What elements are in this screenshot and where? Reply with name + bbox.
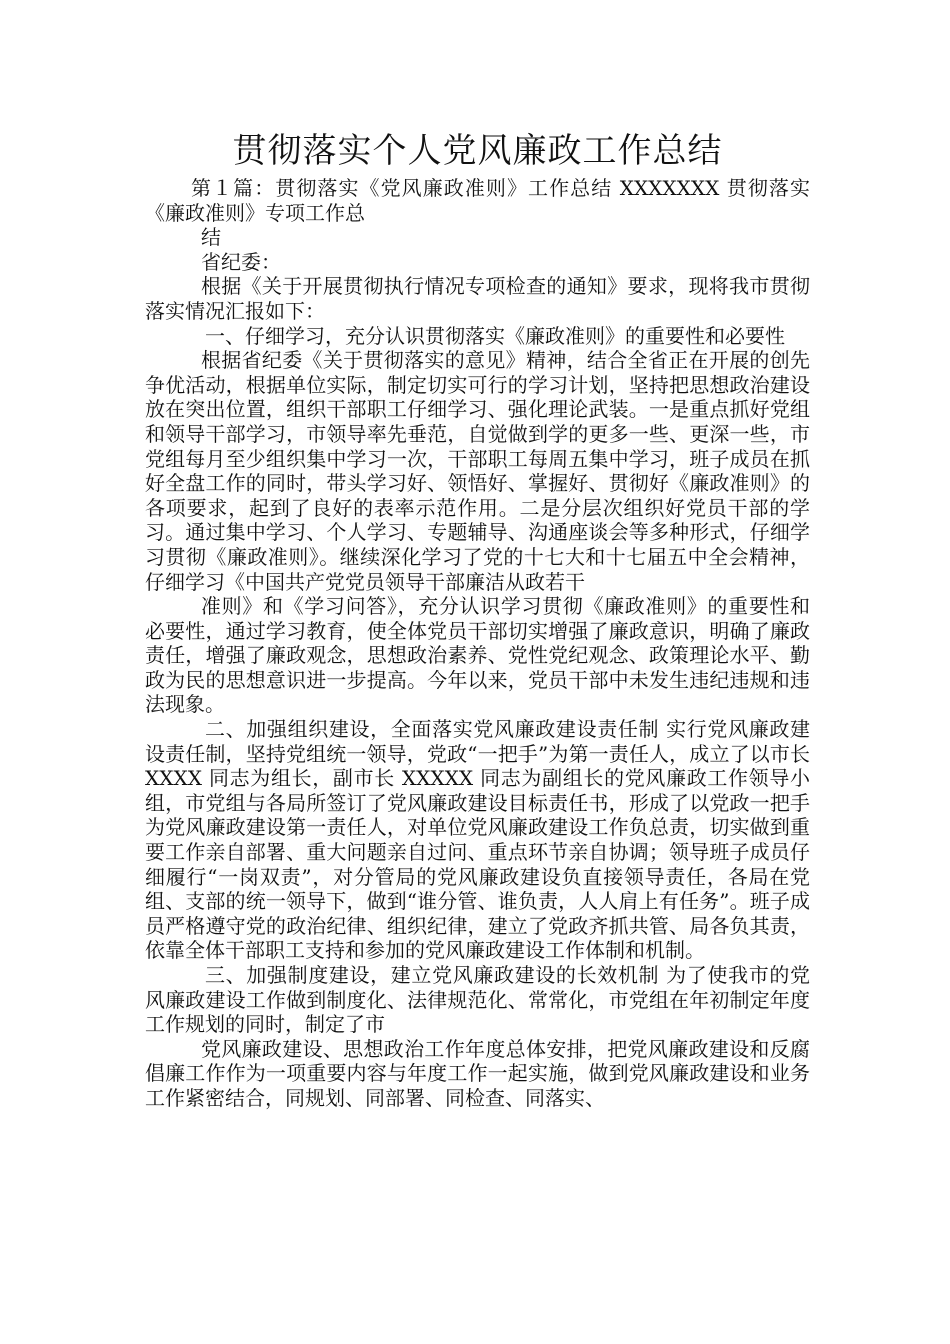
body-paragraph: 省纪委： bbox=[201, 249, 281, 274]
body-paragraph: 党风廉政建设、思想政治工作年度总体安排，把党风廉政建设和反腐倡廉工作作为一项重要内容与年度工作一起实施，做到党风廉政建设和业务工作紧密结合，同规划、同部署、同检查、同落实、 bbox=[145, 1036, 810, 1110]
document-page bbox=[145, 128, 810, 1111]
body-paragraph: 准则》和《学习问答》，充分认识学习贯彻《廉政准则》的重要性和必要性，通过学习教育，使全体党员干部切实增强了廉政意识，明确了廉政责任，增强了廉政观念，思想政治素养、党性党纪观念、政策理论水平、勤政为民的思想意识进一步提高。今年以来，党员干部中未发生违纪违规和违法现象。 bbox=[145, 594, 810, 717]
body-paragraph: 一、仔细学习，充分认识贯彻落实《廉政准则》的重要性和必要性 bbox=[205, 323, 785, 348]
document-body bbox=[145, 176, 810, 1111]
body-paragraph: 根据《关于开展贯彻执行情况专项检查的通知》要求，现将我市贯彻落实情况汇报如下： bbox=[145, 274, 810, 323]
body-paragraph: 三、加强制度建设，建立党风廉政建设的长效机制 为了使我市的党风廉政建设工作做到制度化、法律规范化、常常化，市党组在年初制定年度工作规划的同时，制定了市 bbox=[145, 963, 810, 1037]
body-paragraph: 二、加强组织建设，全面落实党风廉政建设责任制 实行党风廉政建设责任制，坚持党组统一领导，党政“一把手”为第一责任人，成立了以市长 XXXX 同志为组长，副市长 XXXXX 同志为副组长的党风廉政工作领导小组，市党组与各局所签订了党风廉政建设目标责任书，形成了以党政一把手为党风廉政建设第一责任人，对单位党风廉政建设工作负总责，切实做到重要工作亲自部署、重大问题亲自过问、重点环节亲自协调；领导班子成员仔细履行“一岗双责”，对分管局的党风廉政建设负直接领导责任，各局在党组、支部的统一领导下，做到“谁分管、谁负责，人人肩上有任务”。班子成员严格遵守党的政治纪律、组织纪律，建立了党政齐抓共管、局各负其责，依靠全体干部职工支持和参加的党风廉政建设工作体制和机制。 bbox=[145, 717, 810, 963]
body-paragraph: 根据省纪委《关于贯彻落实的意见》精神，结合全省正在开展的创先争优活动，根据单位实际，制定切实可行的学习计划，坚持把思想政治建设放在突出位置，组织干部职工仔细学习、强化理论武装。一是重点抓好党组和领导干部学习，市领导率先垂范，自觉做到学的更多一些、更深一些，市党组每月至少组织集中学习一次，干部职工每周五集中学习，班子成员在抓好全盘工作的同时，带头学习好、领悟好、掌握好、贯彻好《廉政准则》的各项要求，起到了良好的表率示范作用。二是分层次组织好党员干部的学习。通过集中学习、个人学习、专题辅导、沟通座谈会等多种形式，仔细学习贯彻《廉政准则》。继续深化学习了党的十七大和十七届五中全会精神，仔细学习《中国共产党党员领导干部廉洁从政若干 bbox=[145, 348, 810, 594]
body-paragraph: 结 bbox=[201, 225, 221, 250]
body-paragraph: 第１篇：贯彻落实《党风廉政准则》工作总结 XXXXXXX 贯彻落实《廉政准则》专项工作总 bbox=[145, 176, 810, 225]
document-title: 贯彻落实个人党风廉政工作总结 bbox=[232, 131, 723, 171]
